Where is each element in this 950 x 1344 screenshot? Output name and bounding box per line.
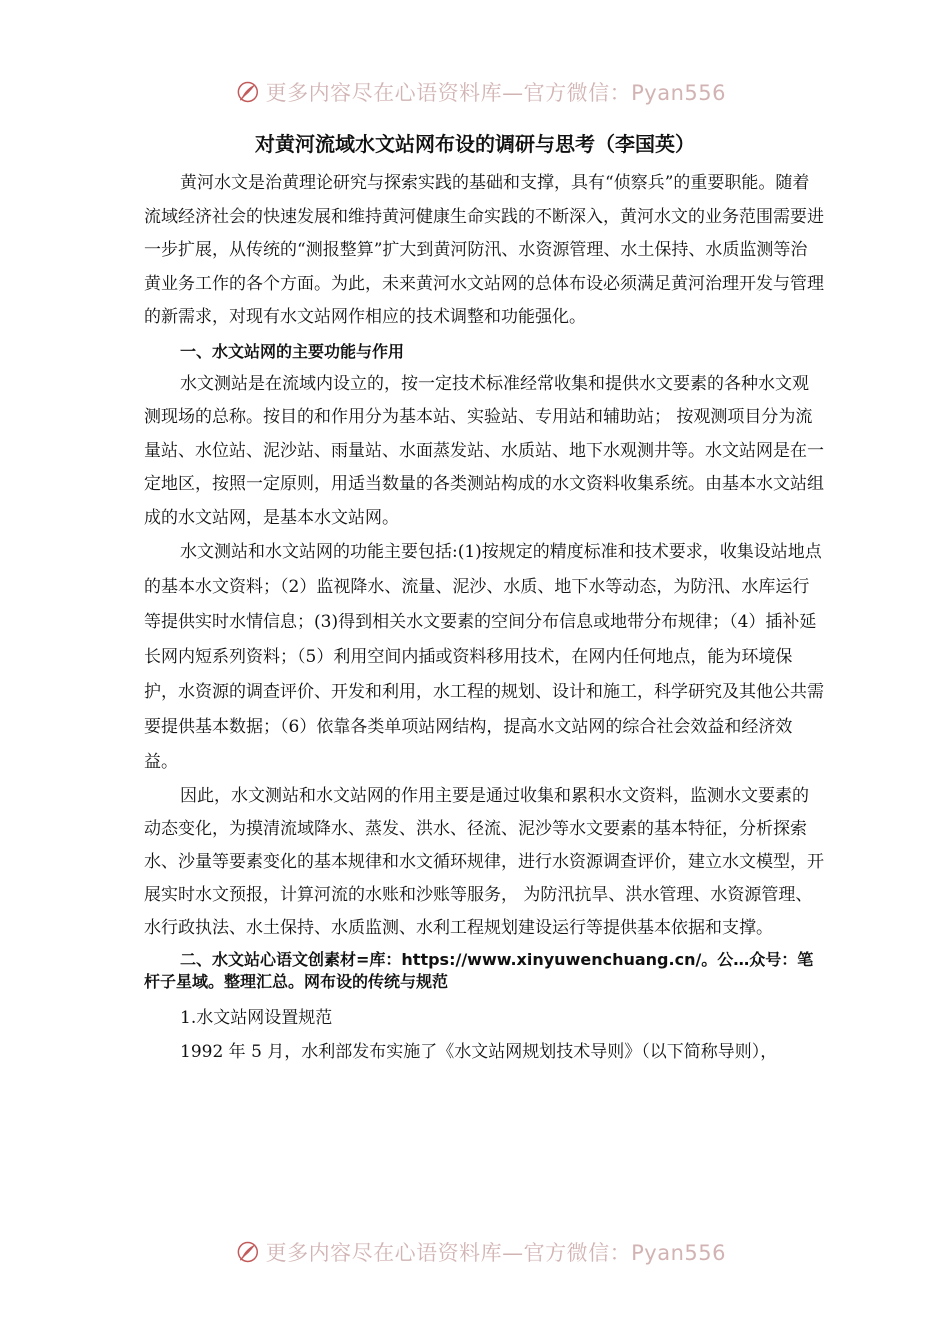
document-title: 对黄河流域水文站网布设的调研与思考（李国英） (255, 132, 695, 156)
section-heading: 二、水文站心语文创素材=库：https://www.xinyuwenchuang.cn/。公…众号：笔杆子星域。整理汇总。网布设的传统与规范 (144, 950, 814, 991)
paragraph: 因此，水文测站和水文站网的作用主要是通过收集和累积水文资料，监测水文要素的动态变化，为摸清流域降水、蒸发、洪水、径流、泥沙等水文要素的基本特征，分析探索水、沙量等要素变化的基本规律和水文循环规律，进行水资源调查评价，建立水文模型，开展实时水文预报，计算河流的水账和沙账等服务， 为防汛抗旱、洪水管理、水资源管理、水行政执法、水土保持、水质监测、水利工程规划建设运行等提供基本依据和支撑。 (144, 786, 824, 938)
paragraph: 水文测站和水文站网的功能主要包括:(1)按规定的精度标准和技术要求，收集设站地点的基本水文资料；（2）监视降水、流量、泥沙、水质、地下水等动态，为防汛、水库运行等提供实时水情信息；(3)得到相关水文要素的空间分布信息或地带分布规律；（4）插补延长网内短系列资料；（5）利用空间内插或资料移用技术，在网内任何地点，能为环境保护，水资源的调查评价、开发和利用，水工程的规划、设计和施工，科学研究及其他公共需要提供基本数据；（6）依靠各类单项站网结构，提高水文站网的综合社会效益和经济效益。 (144, 542, 824, 772)
subsection-heading: 1.水文站网设置规范 (180, 1008, 333, 1028)
intro-paragraph: 黄河水文是治黄理论研究与探索实践的基础和支撑，具有“侦察兵”的重要职能。随着流域经济社会的快速发展和维持黄河健康生命实践的不断深入，黄河水文的业务范围需要进一步扩展，从传统的“测报整算”扩大到黄河防汛、水资源管理、水土保持、水质监测等治黄业务工作的各个方面。为此，未来黄河水文站网的总体布设必须满足黄河治理开发与管理的新需求，对现有水文站网作相应的技术调整和功能强化。 (144, 173, 824, 327)
quill-logo-icon (236, 73, 260, 111)
footer-watermark-banner (236, 1230, 726, 1274)
header-watermark-banner (236, 70, 726, 114)
watermark-text: 更多内容尽在心语资料库—官方微信：Pyan556 (265, 81, 726, 105)
document-body (144, 167, 824, 1069)
paragraph: 1992 年 5 月，水利部发布实施了《水文站网规划技术导则》（以下简称导则）， (180, 1042, 778, 1062)
section-heading: 一、水文站网的主要功能与作用 (180, 341, 405, 361)
watermark-text: 更多内容尽在心语资料库—官方微信：Pyan556 (265, 1241, 726, 1265)
quill-logo-icon (236, 1233, 260, 1271)
paragraph: 水文测站是在流域内设立的，按一定技术标准经常收集和提供水文要素的各种水文观测现场的总称。按目的和作用分为基本站、实验站、专用站和辅助站； 按观测项目分为流量站、水位站、泥沙站、雨量站、水面蒸发站、水质站、地下水观测井等。水文站网是在一定地区，按照一定原则，用适当数量的各类测站构成的水文资料收集系统。由基本水文站组成的水文站网，是基本水文站网。 (144, 373, 824, 528)
